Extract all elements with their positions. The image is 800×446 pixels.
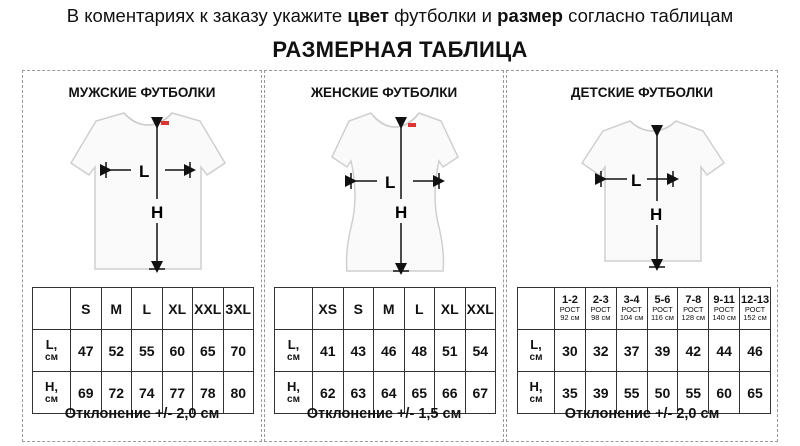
women-h-value: 65 — [404, 372, 435, 414]
kids-size-header-row — [518, 288, 771, 330]
men-h-value: 80 — [223, 372, 254, 414]
row-label-l-unit: см — [45, 351, 58, 363]
kids-panel-title: ДЕТСКИЕ ФУТБОЛКИ — [570, 85, 714, 100]
kids-h-value: 55 — [678, 372, 709, 414]
kids-age: 9-11 — [713, 294, 735, 306]
intro-color: цвет — [347, 5, 389, 26]
intro-part-1: В коментариях к заказу укажите — [66, 5, 348, 26]
kids-age: 7-8 — [685, 294, 702, 306]
women-h-value: 66 — [435, 372, 466, 414]
men-l-label: L — [139, 162, 150, 181]
women-l-value: 43 — [343, 330, 374, 372]
men-tshirt-diagram — [23, 71, 263, 281]
kids-age: 3-4 — [623, 294, 640, 306]
women-size-header: M — [374, 288, 405, 330]
men-h-value: 74 — [132, 372, 163, 414]
row-label-l-unit: см — [529, 351, 543, 363]
men-panel — [22, 70, 262, 442]
kids-age: 2-3 — [592, 294, 609, 306]
corner-cell — [33, 288, 71, 330]
intro-part-3: согласно таблицам — [562, 5, 734, 26]
kids-height-value: 98 см — [591, 313, 611, 322]
women-h-label: H — [395, 203, 408, 222]
women-size-header: XXL — [465, 288, 496, 330]
kids-l-value: 44 — [709, 330, 740, 372]
women-h-value: 67 — [465, 372, 496, 414]
kids-size-header — [555, 288, 586, 330]
kids-height-caption: РОСТ — [713, 305, 735, 314]
women-panel — [264, 70, 504, 442]
kids-height-value: 140 см — [712, 313, 736, 322]
men-h-label: H — [151, 203, 164, 222]
women-size-header: XL — [435, 288, 466, 330]
men-h-value: 69 — [71, 372, 102, 414]
men-l-row — [33, 330, 254, 372]
kids-height-caption: РОСТ — [744, 305, 766, 314]
intro-part-2: футболки и — [388, 5, 498, 26]
kids-l-row — [518, 330, 771, 372]
row-label-h-unit: см — [529, 393, 543, 405]
kids-l-value: 42 — [678, 330, 709, 372]
row-label-l — [275, 330, 313, 372]
row-label-h-unit: см — [45, 393, 58, 405]
men-size-header: M — [101, 288, 132, 330]
kids-l-value: 32 — [585, 330, 616, 372]
page-title: РАЗМЕРНАЯ ТАБЛИЦА — [272, 37, 528, 62]
women-tshirt-diagram — [265, 71, 505, 281]
women-panel-title: ЖЕНСКИЕ ФУТБОЛКИ — [310, 85, 458, 100]
men-l-value: 60 — [162, 330, 193, 372]
kids-size-header — [585, 288, 616, 330]
women-l-value: 48 — [404, 330, 435, 372]
women-size-table — [274, 287, 496, 414]
men-h-value: 78 — [193, 372, 224, 414]
kids-height-caption: РОСТ — [683, 305, 704, 314]
kids-age: 5-6 — [654, 294, 671, 306]
men-l-value: 70 — [223, 330, 254, 372]
men-size-header: 3XL — [223, 288, 254, 330]
kids-height-value: 116 см — [650, 313, 674, 322]
kids-tolerance: Отклонение +/- 2,0 см — [564, 406, 720, 422]
men-size-header: XL — [162, 288, 193, 330]
kids-height-caption: РОСТ — [621, 305, 642, 314]
men-l-value: 47 — [71, 330, 102, 372]
kids-size-header — [647, 288, 678, 330]
row-label-h-unit: см — [287, 393, 300, 405]
men-size-header: XXL — [193, 288, 224, 330]
men-tolerance: Отклонение +/- 2,0 см — [64, 406, 220, 422]
men-l-value: 65 — [193, 330, 224, 372]
corner-cell — [275, 288, 313, 330]
women-l-value: 54 — [465, 330, 496, 372]
men-size-header: S — [71, 288, 102, 330]
kids-h-value: 39 — [585, 372, 616, 414]
women-size-header: XS — [313, 288, 344, 330]
kids-height-caption: РОСТ — [559, 305, 581, 314]
men-l-value: 55 — [132, 330, 163, 372]
row-label-l — [518, 330, 555, 372]
corner-cell — [518, 288, 555, 330]
women-tshirt-shape — [332, 113, 458, 271]
row-label-l-text: L, — [287, 336, 300, 352]
row-label-h-text: H, — [529, 378, 543, 394]
kids-size-header — [740, 288, 771, 330]
kids-panel — [506, 70, 778, 442]
kids-height-value: 128 см — [681, 313, 706, 322]
kids-l-value: 30 — [555, 330, 586, 372]
men-size-header: L — [132, 288, 163, 330]
row-label-h-text: H, — [45, 378, 58, 394]
women-size-header: L — [404, 288, 435, 330]
women-l-value: 46 — [374, 330, 405, 372]
kids-height-value: 104 см — [619, 313, 644, 322]
kids-height-value: 152 см — [743, 313, 767, 322]
women-l-row — [275, 330, 496, 372]
row-label-l-unit: см — [287, 351, 300, 363]
kids-l-value: 37 — [616, 330, 647, 372]
men-tshirt-shape — [71, 113, 225, 269]
kids-size-header — [709, 288, 740, 330]
kids-age: 12-13 — [740, 294, 770, 306]
women-l-label: L — [385, 173, 396, 192]
women-h-value: 63 — [343, 372, 374, 414]
row-label-h-text: H, — [287, 378, 300, 394]
men-h-value: 72 — [101, 372, 132, 414]
women-size-header: S — [343, 288, 374, 330]
kids-h-value: 65 — [740, 372, 771, 414]
intro-size: размер — [497, 5, 563, 26]
kids-height-value: 92 см — [560, 313, 580, 322]
women-size-header-row — [275, 288, 496, 330]
men-panel-title: МУЖСКИЕ ФУТБОЛКИ — [68, 85, 216, 100]
men-h-value: 77 — [162, 372, 193, 414]
kids-h-value: 50 — [647, 372, 678, 414]
kids-size-header — [678, 288, 709, 330]
kids-l-value: 39 — [647, 330, 678, 372]
row-label-l-text: L, — [45, 336, 58, 352]
kids-l-label: L — [631, 171, 642, 190]
men-size-table — [32, 287, 254, 414]
kids-height-caption: РОСТ — [652, 305, 673, 314]
women-tolerance: Отклонение +/- 1,5 см — [306, 406, 462, 422]
kids-h-value: 35 — [555, 372, 586, 414]
kids-height-caption: РОСТ — [590, 305, 611, 314]
kids-size-table — [517, 287, 771, 414]
kids-h-value: 55 — [616, 372, 647, 414]
intro-text — [0, 5, 800, 27]
women-l-value: 41 — [313, 330, 344, 372]
kids-h-label: H — [650, 205, 663, 224]
women-l-value: 51 — [435, 330, 466, 372]
men-l-value: 52 — [101, 330, 132, 372]
women-h-value: 64 — [374, 372, 405, 414]
kids-l-value: 46 — [740, 330, 771, 372]
kids-age: 1-2 — [561, 294, 578, 306]
men-size-header-row — [33, 288, 254, 330]
kids-size-header — [616, 288, 647, 330]
kids-h-value: 60 — [709, 372, 740, 414]
kids-tshirt-diagram — [507, 71, 779, 281]
row-label-l-text: L, — [530, 336, 542, 352]
kids-tshirt-shape — [582, 121, 724, 261]
row-label-l — [33, 330, 71, 372]
women-h-value: 62 — [313, 372, 344, 414]
